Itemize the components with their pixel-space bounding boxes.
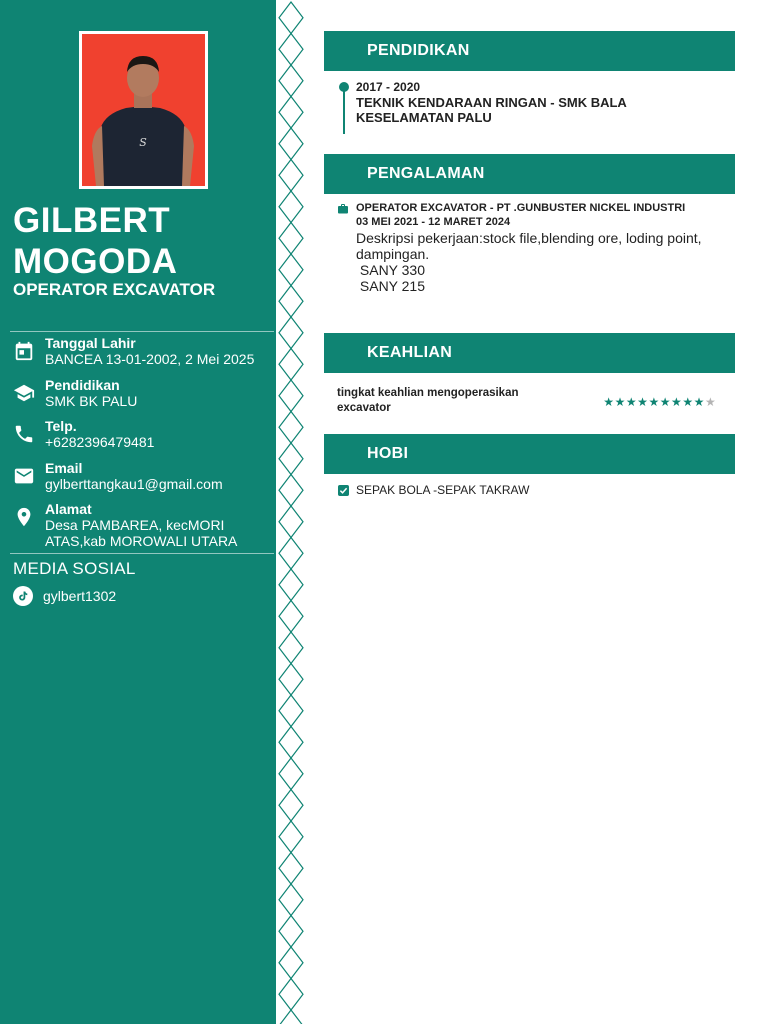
- diamond-shape: [279, 97, 303, 129]
- diamond-shape: [279, 380, 303, 412]
- diamond-shape: [279, 853, 303, 885]
- diamond-shape: [279, 664, 303, 696]
- timeline-line: [343, 90, 345, 134]
- diamond-shape: [279, 916, 303, 948]
- diamond-shape: [279, 1010, 303, 1024]
- section-header-hobbies: HOBI: [324, 434, 735, 474]
- diamond-shape: [279, 65, 303, 97]
- diamond-shape: [279, 254, 303, 286]
- contact-birth-label: Tanggal Lahir: [45, 335, 136, 351]
- contact-email: [13, 460, 273, 492]
- star-filled-icon: ★: [603, 395, 615, 409]
- skill-name: tingkat keahlian mengoperasikan excavator: [337, 387, 519, 414]
- svg-text:S: S: [139, 136, 147, 149]
- email-icon: [13, 465, 35, 487]
- diamond-shape: [279, 443, 303, 475]
- diamond-shape: [279, 727, 303, 759]
- contact-phone: [13, 418, 273, 450]
- star-filled-icon: ★: [614, 395, 626, 409]
- section-header-skills: KEAHLIAN: [324, 333, 735, 373]
- profile-photo: [79, 31, 208, 189]
- graduation-cap-icon: [13, 382, 35, 404]
- contact-phone-label: Telp.: [45, 418, 77, 434]
- diamond-shape: [279, 695, 303, 727]
- star-filled-icon: ★: [682, 395, 694, 409]
- tiktok-icon: [13, 586, 33, 606]
- diamond-shape: [279, 128, 303, 160]
- experience-description-block: [356, 230, 741, 294]
- experience-item: SANY 215: [356, 278, 426, 294]
- social-media-title: MEDIA SOSIAL: [13, 559, 136, 578]
- profile-job-title: OPERATOR EXCAVATOR: [13, 280, 216, 299]
- sidebar-divider-top: [10, 331, 274, 332]
- diamond-shape: [279, 632, 303, 664]
- checkbox-checked-icon: [338, 485, 349, 496]
- diamond-shape: [279, 223, 303, 255]
- experience-description: Deskripsi pekerjaan:stock file,blending ore, loding point, dampingan.: [356, 230, 702, 262]
- contact-birth-value: BANCEA 13-01-2002, 2 Mei 2025: [45, 351, 255, 367]
- star-empty-icon: ★: [704, 395, 716, 409]
- sidebar: [0, 0, 276, 1024]
- contact-address-value: Desa PAMBAREA, kecMORI ATAS,kab MOROWALI UTARA: [45, 517, 238, 549]
- skill-rating: [603, 395, 716, 409]
- star-filled-icon: ★: [659, 395, 671, 409]
- diamond-shape: [279, 821, 303, 853]
- sidebar-divider-bottom: [10, 553, 274, 554]
- star-filled-icon: ★: [693, 395, 705, 409]
- star-filled-icon: ★: [648, 395, 660, 409]
- contact-birth: [13, 335, 273, 367]
- diamond-shape: [279, 191, 303, 223]
- social-handle: gylbert1302: [43, 588, 117, 604]
- diamond-shape: [279, 34, 303, 66]
- diamond-shape: [279, 884, 303, 916]
- experience-item: SANY 330: [356, 262, 426, 278]
- diamond-shape: [279, 317, 303, 349]
- diamond-shape: [279, 979, 303, 1011]
- diamond-shape: [279, 475, 303, 507]
- diamond-shape: [279, 2, 303, 34]
- contact-phone-value: +6282396479481: [45, 434, 155, 450]
- social-tiktok[interactable]: [13, 586, 116, 606]
- contact-address: [13, 501, 273, 549]
- diamond-shape: [279, 412, 303, 444]
- diamond-shape: [279, 790, 303, 822]
- contact-education-value: SMK BK PALU: [45, 393, 138, 409]
- profile-name: GILBERT MOGODA: [13, 201, 178, 281]
- hobby-text: SEPAK BOLA -SEPAK TAKRAW: [356, 483, 530, 497]
- star-filled-icon: ★: [625, 395, 637, 409]
- star-filled-icon: ★: [671, 395, 682, 409]
- hobby-item: [338, 483, 529, 497]
- diamond-shape: [279, 349, 303, 381]
- experience-dates: 03 MEI 2021 - 12 MARET 2024: [356, 216, 511, 228]
- section-header-experience: PENGALAMAN: [324, 154, 735, 194]
- star-filled-icon: ★: [637, 395, 648, 409]
- diamond-shape: [279, 601, 303, 633]
- diamond-shape: [279, 160, 303, 192]
- briefcase-icon: [337, 203, 349, 215]
- diamond-shape: [279, 947, 303, 979]
- contact-address-label: Alamat: [45, 501, 92, 517]
- diamond-shape: [279, 538, 303, 570]
- diamond-chain-decoration: [276, 0, 306, 1024]
- diamond-shape: [279, 758, 303, 790]
- contact-education: [13, 377, 273, 409]
- contact-email-value: gylberttangkau1@gmail.com: [45, 476, 223, 492]
- section-header-education: PENDIDIKAN: [324, 31, 735, 71]
- diamond-shape: [279, 569, 303, 601]
- experience-title: OPERATOR EXCAVATOR - PT .GUNBUSTER NICKEL INDUSTRI: [356, 202, 686, 214]
- location-pin-icon: [13, 506, 35, 528]
- education-school: TEKNIK KENDARAAN RINGAN - SMK BALA KESELAMATAN PALU: [356, 95, 627, 125]
- calendar-icon: [13, 340, 35, 362]
- contact-education-label: Pendidikan: [45, 377, 120, 393]
- diamond-shape: [279, 286, 303, 318]
- diamond-shape: [279, 506, 303, 538]
- phone-icon: [13, 423, 35, 445]
- contact-email-label: Email: [45, 460, 83, 476]
- education-years: 2017 - 2020: [356, 80, 421, 94]
